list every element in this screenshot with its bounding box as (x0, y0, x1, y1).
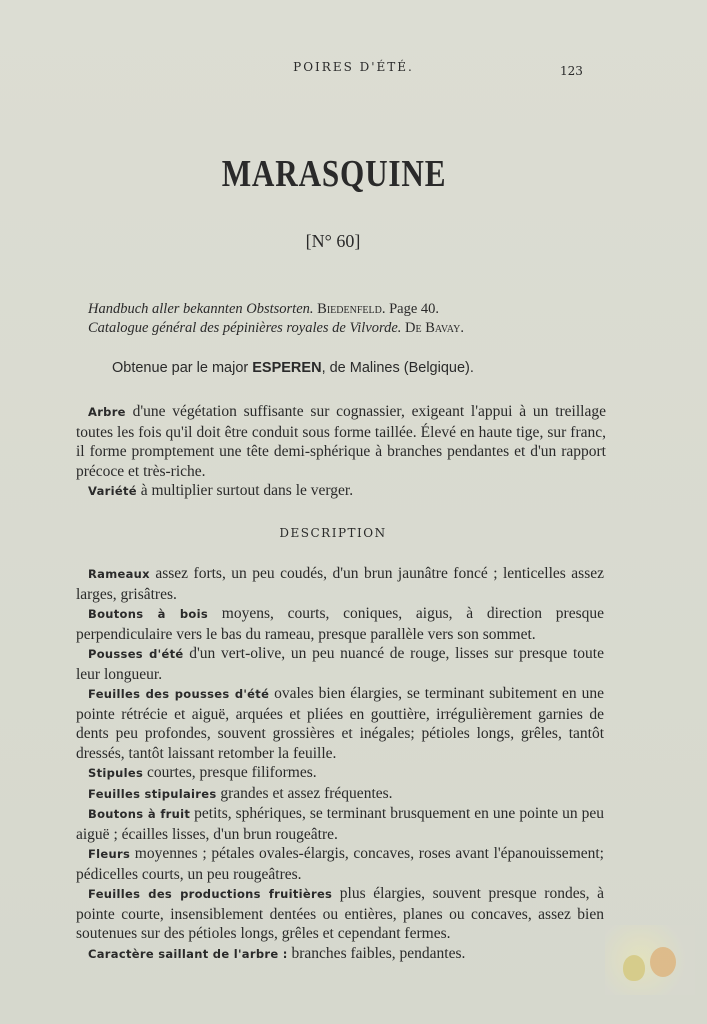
reference-line (88, 319, 648, 338)
intro-section (76, 402, 606, 502)
reference-line (88, 300, 648, 319)
reference-page: Page 40. (389, 301, 440, 317)
paragraph (76, 944, 604, 965)
origin-person: ESPEREN (252, 360, 322, 376)
paragraph-text: grandes et assez fréquentes. (216, 784, 393, 802)
paragraph-lead: Arbre (88, 405, 126, 419)
paragraph (76, 604, 604, 644)
paragraph-text: d'un vert-olive, un peu nuancé de rouge, lisses sur presque toute leur longueur. (76, 645, 604, 683)
paragraph (76, 844, 604, 884)
paragraph-lead: Stipules (88, 766, 144, 780)
paragraph-text: d'une végétation suffisante sur cognassier, exigeant l'appui à un treillage toutes les fois qu'il doit être conduit sous forme taillée. Élevé en haute tige, sur franc, il forme promptement une tête demi-sphérique à branches pendantes et d'un rapport précoce et très-riche. (76, 403, 606, 480)
fruit-thumbnail-icon (605, 925, 695, 995)
paragraph (76, 763, 604, 784)
running-head: POIRES D'ÉTÉ. (293, 60, 414, 74)
paragraph-text: plus élargies, souvent presque rondes, à pointe courte, insensiblement dentées ou entières, planes ou concaves, assez bien soutenues sur des pétioles longs, grêles et cependant fermes. (76, 885, 604, 942)
origin-place: , de Malines (Belgique). (321, 360, 474, 376)
pear-shape (650, 947, 676, 977)
reference-author: Biedenfeld. (317, 301, 386, 317)
reference-work: Handbuch aller bekannten Obstsorten. (88, 301, 314, 317)
pear-shape (623, 955, 645, 981)
references (88, 300, 648, 338)
paragraph (76, 564, 604, 604)
paragraph (76, 644, 604, 684)
paragraph-text: ovales bien élargies, se terminant subitement en une pointe rétrécie et aiguë, arquées et pliées en gouttière, irrégulièrement garnies de dents peu profondes, souvent grossières et inégales; pétioles longs, grêles, tantôt dressés, tantôt laissant retomber la feuille. (76, 685, 604, 762)
paragraph-lead: Feuilles stipulaires (88, 786, 217, 801)
page-number: 123 (560, 64, 583, 78)
paragraph-lead: Feuilles des productions fruitières (88, 887, 333, 901)
paragraph (76, 402, 606, 481)
paragraph-text: moyens, courts, coniques, aigus, à direction presque perpendiculaire vers le bas du rameau, presque parallèle vers son sommet. (76, 605, 605, 643)
paragraph-lead: Caractère saillant de l'arbre : (88, 946, 288, 961)
paragraph-lead: Fleurs (88, 847, 131, 861)
paragraph (76, 684, 604, 763)
reference-author: De Bavay. (405, 320, 464, 336)
paragraph-lead: Boutons à fruit (88, 807, 191, 821)
paragraph (76, 804, 604, 844)
origin-line (112, 360, 672, 376)
paragraph-text: assez forts, un peu coudés, d'un brun jaunâtre foncé ; lenticelles assez larges, grisâtres. (76, 565, 604, 603)
paragraph-text: petits, sphériques, se terminant brusquement en une pointe un peu aiguë ; écailles lisses, d'un brun rougeâtre. (76, 805, 604, 843)
paragraph-text: à multiplier surtout dans le verger. (136, 482, 354, 499)
paragraph-text: moyennes ; pétales ovales-élargis, concaves, roses avant l'épanouissement; pédicelles courts, un peu rougeâtres. (76, 845, 604, 883)
reference-work: Catalogue général des pépinières royales de Vilvorde. (88, 320, 402, 336)
origin-text: Obtenue par le major (112, 360, 249, 376)
paragraph (76, 481, 606, 502)
paragraph-lead: Feuilles des pousses d'été (88, 687, 270, 701)
paragraph-lead: Rameaux (88, 567, 150, 581)
paragraph-lead: Pousses d'été (88, 647, 184, 661)
paragraph (76, 784, 604, 805)
paragraph-text: courtes, presque filiformes. (143, 764, 317, 781)
paragraph-text: branches faibles, pendantes. (287, 944, 466, 962)
paragraph (76, 884, 604, 944)
paragraph-lead: Boutons à bois (88, 607, 208, 621)
paragraph-lead: Variété (88, 484, 137, 498)
variety-title: MARASQUINE (221, 153, 447, 195)
variety-number: [N° 60] (305, 231, 361, 251)
description-section (76, 564, 604, 964)
description-heading: DESCRIPTION (279, 526, 387, 540)
